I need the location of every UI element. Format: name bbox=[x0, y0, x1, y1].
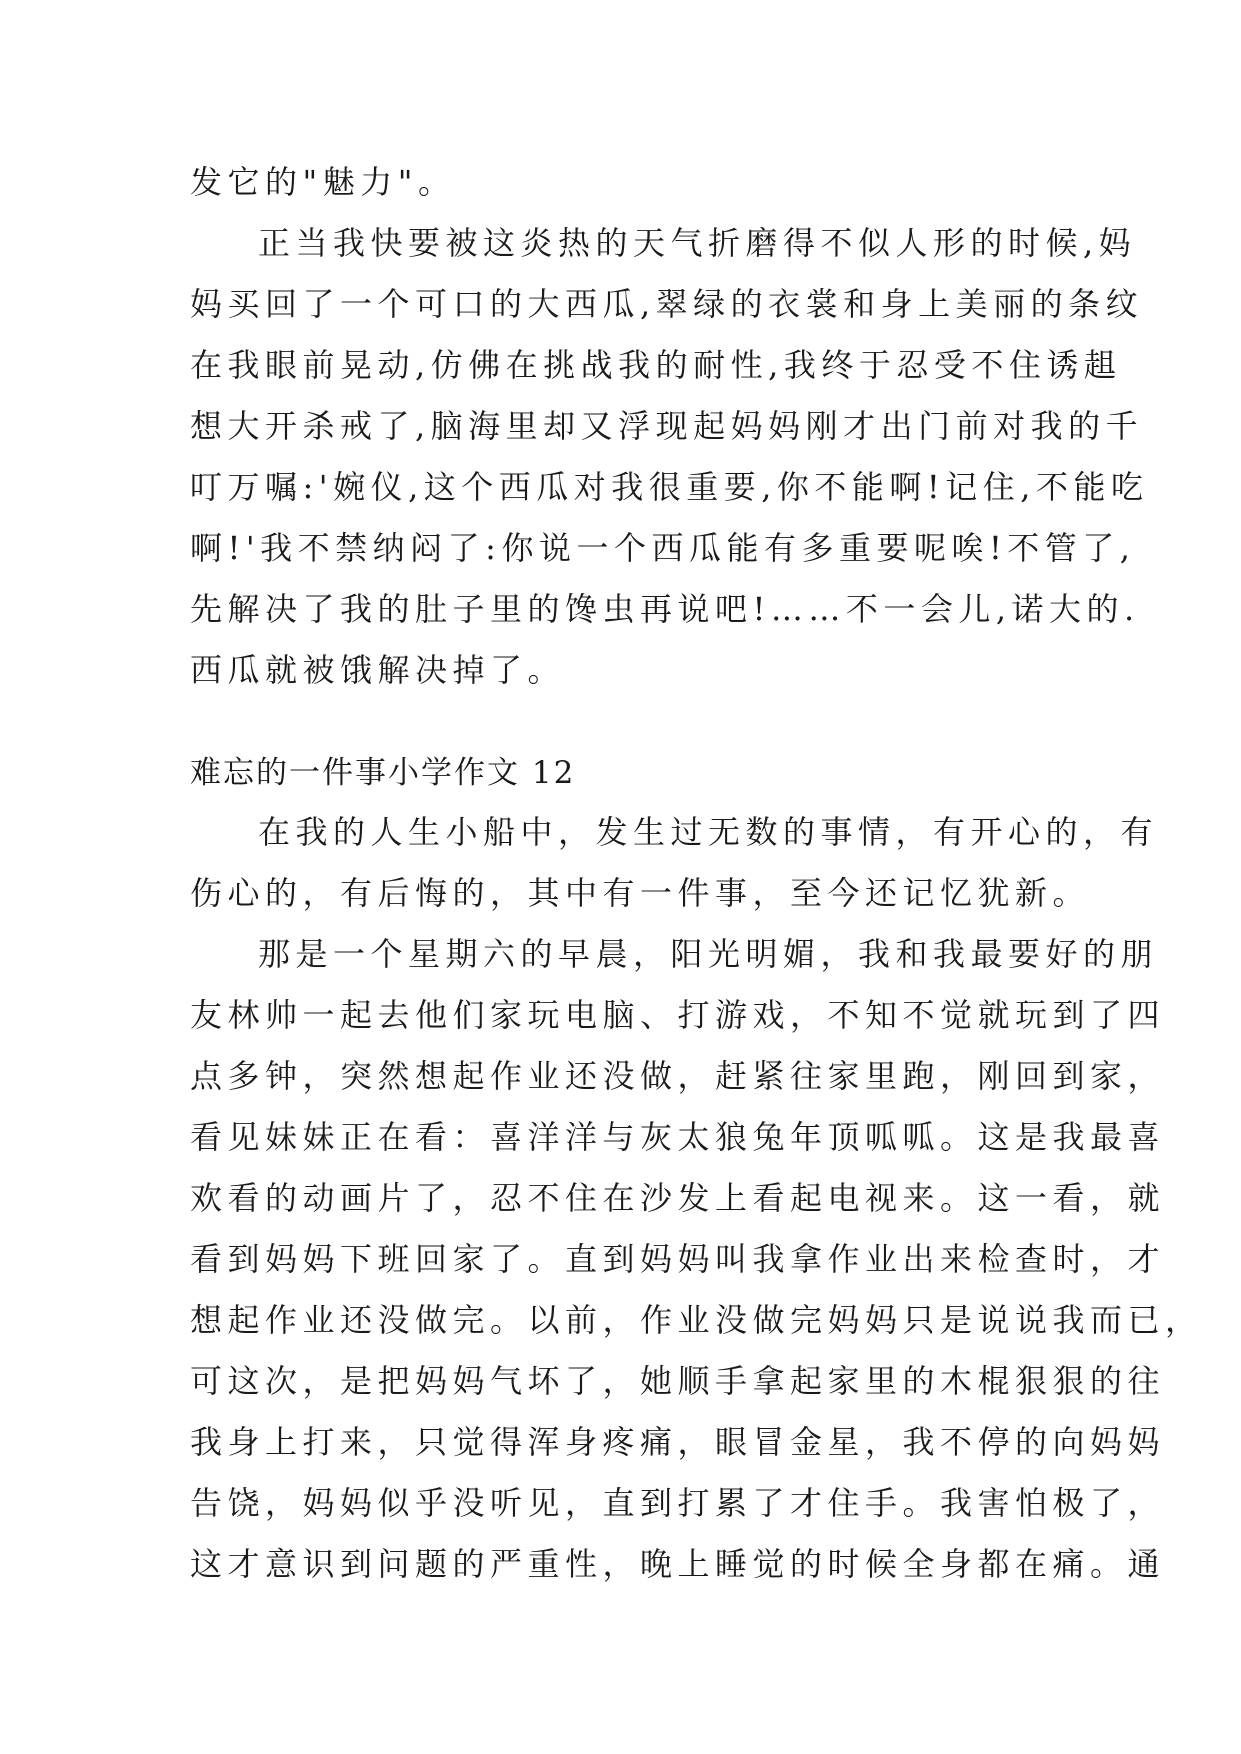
text-line: 在我眼前晃动,仿佛在挑战我的耐性,我终于忍受不住诱趄 bbox=[190, 346, 1122, 384]
text-line: 发它的"魅力"。 bbox=[190, 163, 456, 201]
text-line: 看见妹妹正在看：喜洋洋与灰太狼兔年顶呱呱。这是我最喜 bbox=[190, 1118, 1166, 1156]
text-line: 可这次，是把妈妈气坏了，她顺手拿起家里的木棍狠狠的往 bbox=[190, 1362, 1166, 1400]
section2-paragraphs bbox=[190, 802, 1203, 1595]
text-line: 伤心的，有后悔的，其中有一件事，至今还记忆犹新。 bbox=[190, 874, 1091, 912]
text-line: 正当我快要被这炎热的天气折磨得不似人形的时候,妈 bbox=[258, 224, 1137, 262]
section1-paragraphs bbox=[190, 152, 1149, 701]
text-line: 想起作业还没做完。以前，作业没做完妈妈只是说说我而已， bbox=[190, 1301, 1203, 1339]
text-line: 这才意识到问题的严重性，晚上睡觉的时候全身都在痛。通 bbox=[190, 1545, 1166, 1583]
text-line: 叮万嘱:'婉仪,这个西瓜对我很重要,你不能啊!记住,不能吃 bbox=[190, 468, 1149, 506]
text-line: 妈买回了一个可口的大西瓜,翠绿的衣裳和身上美丽的条纹 bbox=[190, 285, 1144, 323]
text-line: 想大开杀戒了,脑海里却又浮现起妈妈刚才出门前对我的千 bbox=[190, 407, 1144, 445]
text-line: 我身上打来，只觉得浑身疼痛，眼冒金星，我不停的向妈妈 bbox=[190, 1423, 1166, 1461]
essay-title: 难忘的一件事小学作文 12 bbox=[190, 755, 576, 791]
text-line: 欢看的动画片了，忍不住在沙发上看起电视来。这一看，就 bbox=[190, 1179, 1166, 1217]
text-line: 在我的人生小船中，发生过无数的事情，有开心的，有 bbox=[258, 813, 1159, 851]
text-line: 友林帅一起去他们家玩电脑、打游戏，不知不觉就玩到了四 bbox=[190, 996, 1166, 1034]
text-line: 那是一个星期六的早晨，阳光明媚，我和我最要好的朋 bbox=[258, 935, 1159, 973]
text-line: 西瓜就被饿解决掉了。 bbox=[190, 651, 566, 689]
text-line: 看到妈妈下班回家了。直到妈妈叫我拿作业出来检查时，才 bbox=[190, 1240, 1166, 1278]
text-line: 先解决了我的肚子里的馋虫再说吧!……不一会儿,诺大的. bbox=[190, 590, 1140, 628]
text-line: 告饶，妈妈似乎没听见，直到打累了才住手。我害怕极了， bbox=[190, 1484, 1166, 1522]
text-line: 啊!'我不禁纳闷了:你说一个西瓜能有多重要呢唉!不管了, bbox=[190, 529, 1136, 567]
text-line: 点多钟，突然想起作业还没做，赶紧往家里跑，刚回到家， bbox=[190, 1057, 1166, 1095]
